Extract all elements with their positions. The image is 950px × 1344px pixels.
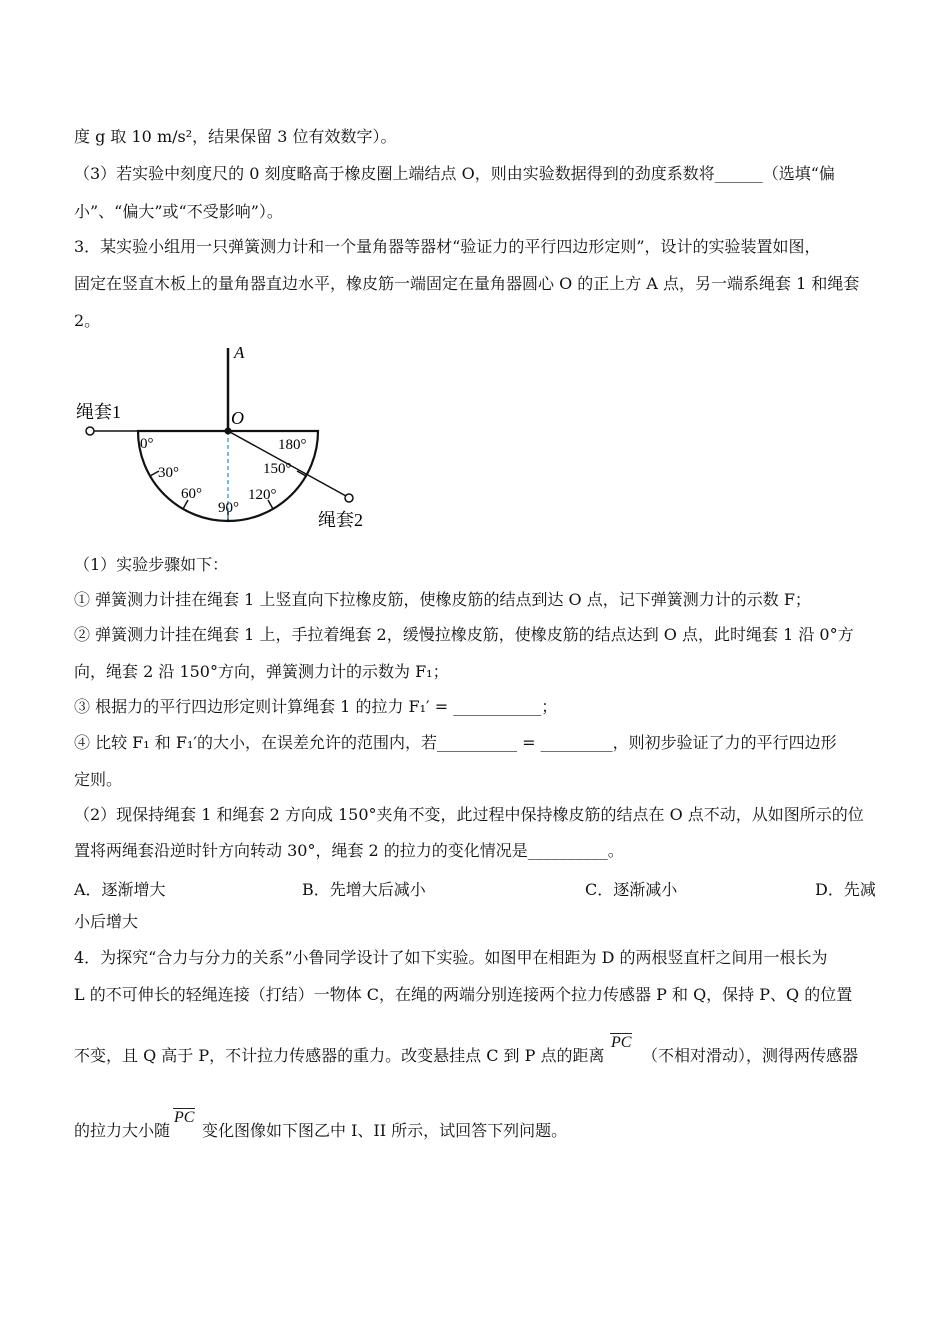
- text-line: 置将两绳套沿逆时针方向转动 30°，绳套 2 的拉力的变化情况是__________。: [74, 841, 624, 860]
- label-loop2: 绳套2: [318, 510, 363, 530]
- point-o: [225, 428, 232, 435]
- question-3-stem: 3．某实验小组用一只弹簧测力计和一个量角器等器材“验证力的平行四边形定则”，设计的实验装置如图，: [74, 237, 821, 256]
- label-loop1: 绳套1: [76, 402, 121, 422]
- angle-label: 180°: [278, 437, 307, 453]
- option-b: B．先增大后减小: [302, 880, 426, 899]
- label-o: O: [231, 408, 244, 428]
- option-d: D．先减: [815, 880, 876, 899]
- text-line: 变化图像如下图乙中 I、II 所示，试回答下列问题。: [202, 1121, 568, 1140]
- label-a: A: [234, 343, 245, 362]
- text-line: （不相对滑动），测得两传感器: [642, 1046, 859, 1065]
- question-4-stem: 4．为探究“合力与分力的关系”小鲁同学设计了如下实验。如图甲在相距为 D 的两根竖直杆之间用一根长为: [74, 948, 828, 967]
- angle-label: 30°: [158, 465, 179, 481]
- text-line: 的拉力大小随: [74, 1121, 171, 1140]
- overline-pc: PC: [174, 1109, 195, 1126]
- rope-2-loop: [345, 494, 353, 502]
- text-line: 不变，且 Q 高于 P，不计拉力传感器的重力。改变悬挂点 C 到 P 点的距离: [74, 1046, 605, 1065]
- step-3: ③ 根据力的平行四边形定则计算绳套 1 的拉力 F₁′ = ___________；: [74, 697, 558, 716]
- angle-label: 60°: [181, 486, 202, 502]
- text-line: （2）现保持绳套 1 和绳套 2 方向成 150°夹角不变，此过程中保持橡皮筋的结点在 O 点不动，从如图所示的位: [74, 805, 864, 824]
- protractor-figure: [70, 338, 390, 538]
- text-line: 小后增大: [74, 912, 139, 931]
- option-c: C．逐渐减小: [585, 880, 678, 899]
- text-line: 度 g 取 10 m/s²，结果保留 3 位有效数字）。: [74, 127, 397, 146]
- text-line: 2。: [74, 311, 101, 330]
- angle-label: 90°: [218, 500, 239, 516]
- angle-label: 150°: [263, 461, 292, 477]
- text-line: 向，绳套 2 沿 150°方向，弹簧测力计的示数为 F₁；: [74, 662, 449, 681]
- text-line: 固定在竖直木板上的量角器直边水平，橡皮筋一端固定在量角器圆心 O 的正上方 A 点，另一端系绳套 1 和绳套: [74, 274, 860, 293]
- angle-label: 0°: [140, 436, 154, 452]
- step-2: ② 弹簧测力计挂在绳套 1 上，手拉着绳套 2，缓慢拉橡皮筋，使橡皮筋的结点达到 O 点，此时绳套 1 沿 0°方: [74, 625, 854, 644]
- option-a: A．逐渐增大: [74, 880, 166, 899]
- text-line: （3）若实验中刻度尺的 0 刻度略高于橡皮圈上端结点 O，则由实验数据得到的劲度系数将______（选填“偏: [74, 164, 835, 183]
- step-4: ④ 比较 F₁ 和 F₁′的大小，在误差允许的范围内，若__________ = _________，则初步验证了力的平行四边形: [74, 733, 837, 752]
- text-line: （1）实验步骤如下：: [74, 555, 229, 574]
- text-line: L 的不可伸长的轻绳连接（打结）一物体 C，在绳的两端分别连接两个拉力传感器 P 和 Q，保持 P、Q 的位置: [74, 985, 853, 1004]
- angle-label: 120°: [248, 487, 277, 503]
- overline-pc: PC: [611, 1034, 632, 1051]
- step-1: ① 弹簧测力计挂在绳套 1 上竖直向下拉橡皮筋，使橡皮筋的结点到达 O 点，记下弹簧测力计的示数 F；: [74, 590, 811, 609]
- text-line: 小”、“偏大”或“不受影响”）。: [74, 202, 283, 221]
- text-line: 定则。: [74, 770, 123, 789]
- rope-1-loop: [86, 427, 94, 435]
